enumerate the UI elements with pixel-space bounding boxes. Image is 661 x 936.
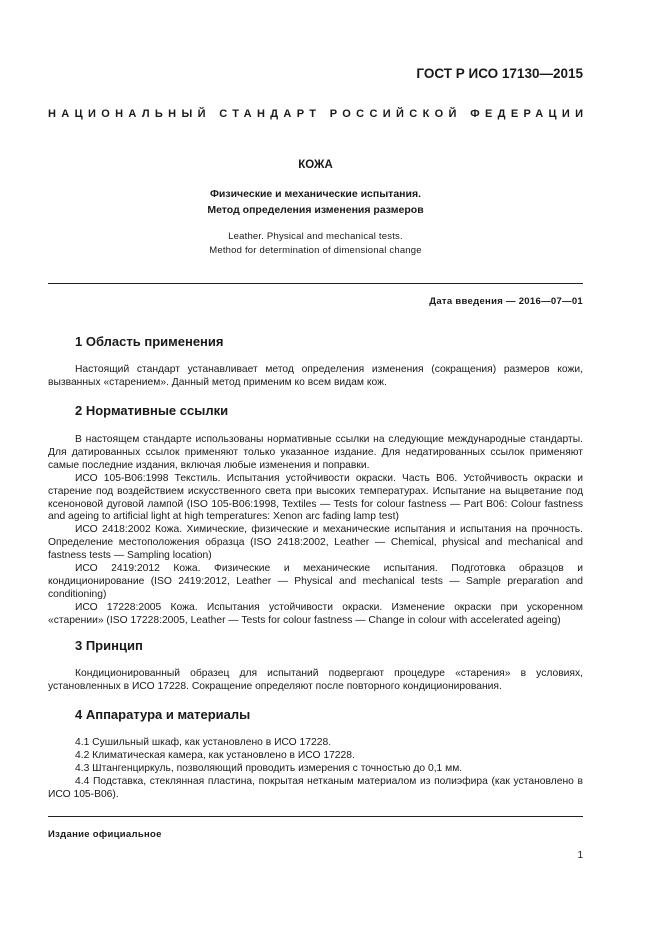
section-heading: 4 Аппаратура и материалы: [75, 707, 251, 722]
page-number: 1: [577, 850, 583, 861]
english-title: [48, 230, 583, 258]
reference-item: ИСО 105-B06:1998 Текстиль. Испытания устойчивости окраски. Часть B06. Устойчивость окраски и старение под воздействием искусственного света при высоких температурах. Испытание на выцветание под ксеноновой дуговой лампой (ISO 105-B06:1998, Textiles — Tests for colour fastness — Part B06: Colour fastness and ageing to artificial light at high temperatures: Xenon arc fading lamp test): [48, 472, 583, 523]
section-scope: [48, 334, 583, 390]
document-title: КОЖА: [298, 159, 333, 171]
document-subtitle: [48, 186, 583, 218]
paragraph: Настоящий стандарт устанавливает метод определения изменения (сокращения) размеров кожи, вызванных «старением». Данный метод применим ко всем видам кож.: [48, 364, 583, 388]
apparatus-item: 4.4 Подставка, стеклянная пластина, покрытая нетканым материалом из полиэфира (как установлено в ИСО 105-B06).: [48, 775, 583, 800]
english-title-line-2: Method for determination of dimensional change: [209, 245, 422, 256]
apparatus-item: 4.2 Климатическая камера, как установлено в ИСО 17228.: [75, 749, 355, 761]
section-heading: 3 Принцип: [75, 638, 143, 653]
subtitle-line-1: Физические и механические испытания.: [209, 188, 422, 200]
top-divider: [48, 283, 583, 284]
section-heading: 2 Нормативные ссылки: [75, 403, 229, 418]
english-title-line-1: Leather. Physical and mechanical tests.: [228, 231, 403, 242]
paragraph: Кондиционированный образец для испытаний подвергают процедуре «старения» в условиях, установленных в ИСО 17228. Сокращение определяют после повторного кондиционирования.: [48, 668, 583, 692]
section-normative-references: [48, 403, 583, 628]
reference-item: ИСО 2419:2012 Кожа. Физические и механические испытания. Подготовка образцов и кондиционирование (ISO 2419:2012, Leather — Physical and mechanical tests — Sample preparation and conditioning): [48, 563, 583, 600]
section-apparatus: [48, 707, 583, 802]
reference-item: ИСО 2418:2002 Кожа. Химические, физические и механические испытания и испытания на прочность. Определение местоположения образца (ISO 2418:2002, Leather — Chemical, physical and mechanical and fastness tests — Sampling location): [48, 524, 583, 562]
paragraph: В настоящем стандарте использованы нормативные ссылки на следующие международные стандарты. Для датированных ссылок применяют только указанное издание. Для недатированных ссылок применяют самые последние издания, включая любые изменения и поправки.: [48, 434, 583, 471]
introduction-date: Дата введения — 2016—07—01: [429, 296, 583, 307]
apparatus-item: 4.3 Штангенциркуль, позволяющий проводить измерения с точностью до 0,1 мм.: [75, 762, 463, 774]
official-edition-note: Издание официальное: [48, 829, 162, 840]
document-code: ГОСТ Р ИСО 17130—2015: [416, 66, 583, 81]
section-heading: 1 Область применения: [75, 334, 224, 349]
section-principle: [48, 638, 583, 694]
subtitle-line-2: Метод определения изменения размеров: [207, 204, 424, 216]
apparatus-item: 4.1 Сушильный шкаф, как установлено в ИСО 17228.: [75, 737, 332, 748]
reference-item: ИСО 17228:2005 Кожа. Испытания устойчивости окраски. Изменение окраски при ускоренном «старении» (ISO 17228:2005, Leather — Tests for colour fastness — Change in colour with accelerated ageing): [48, 601, 583, 626]
bottom-divider: [48, 816, 583, 817]
national-standard-banner: НАЦИОНАЛЬНЫЙ СТАНДАРТ РОССИЙСКОЙ ФЕДЕРАЦИИ: [48, 108, 589, 120]
